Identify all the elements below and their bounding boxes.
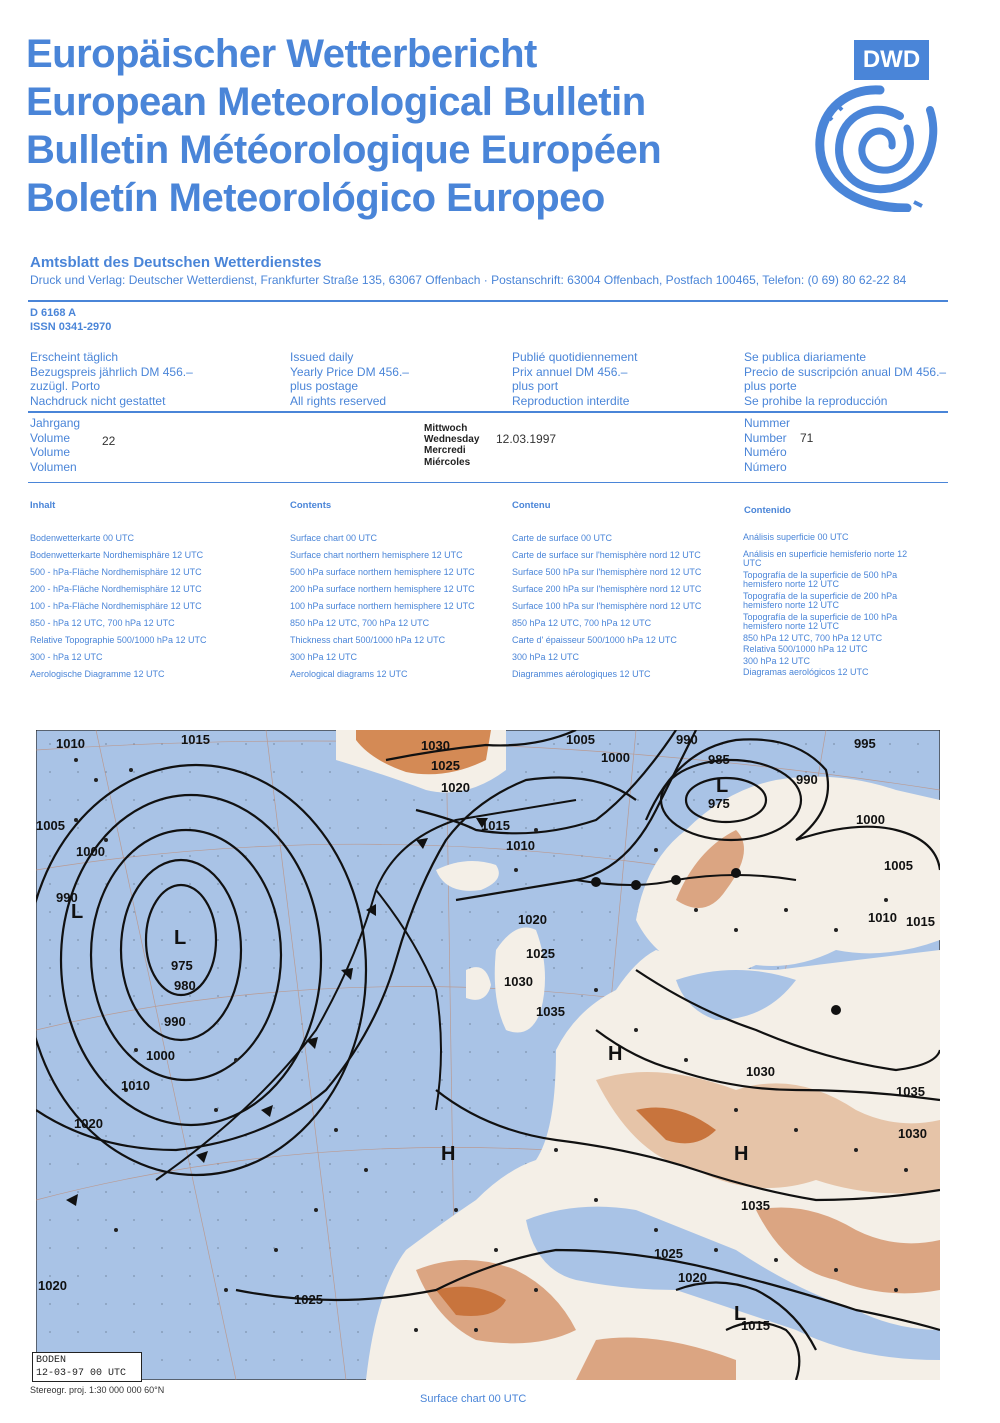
- subscription-line: Reproduction interdite: [512, 393, 630, 408]
- contents-item[interactable]: 850 hPa 12 UTC, 700 hPa 12 UTC: [290, 618, 430, 628]
- contents-title-english: Contents: [290, 500, 332, 511]
- isobar-label: 1025: [526, 946, 555, 961]
- isobar-label: 1020: [74, 1116, 103, 1131]
- isobar-label: 990: [164, 1014, 186, 1029]
- divider: [28, 300, 948, 302]
- isobar-label: 1000: [856, 812, 885, 827]
- contents-item[interactable]: Relative Topographie 500/1000 hPa 12 UTC: [30, 635, 207, 645]
- contents-item[interactable]: 850 hPa 12 UTC, 700 hPa 12 UTC: [512, 618, 652, 628]
- isobar-label: 1010: [506, 838, 535, 853]
- contents-item[interactable]: Aerologische Diagramme 12 UTC: [30, 669, 165, 679]
- volume-label: Volume: [30, 445, 71, 459]
- isobar-label: 1010: [56, 736, 85, 751]
- subscription-line: Precio de suscripción anual DM 456.–: [744, 364, 947, 379]
- isobar-label: 1015: [481, 818, 510, 833]
- isobar-label: 1025: [431, 758, 460, 773]
- isobar-label: 1005: [36, 818, 65, 833]
- contents-item[interactable]: Surface 100 hPa sur l'hemisphère nord 12 UTC: [512, 601, 702, 611]
- contents-item[interactable]: Topografía de la superficie de 500 hPa hemisfero norte 12 UTC: [743, 569, 898, 590]
- subscription-line: Issued daily: [290, 350, 354, 364]
- isobar-label: 1030: [504, 974, 533, 989]
- number-label: Number: [744, 430, 787, 445]
- contents-item[interactable]: Diagramas aerológicos 12 UTC: [743, 667, 869, 678]
- isobar-label: 1010: [121, 1078, 150, 1093]
- contents-item[interactable]: 850 hPa 12 UTC, 700 hPa 12 UTC: [743, 632, 883, 643]
- weekday: Wednesday: [424, 434, 480, 446]
- contents-title-german: Inhalt: [30, 500, 56, 511]
- publisher-address: Druck und Verlag: Deutscher Wetterdienst, Frankfurter Straße 135, 63067 Offenbach · Postanschrift: 63004 Offenbach, Postfach 100465, Telefon: (0 69) 80 62-22 84: [30, 273, 907, 287]
- volume-label: Jahrgang: [30, 416, 81, 430]
- surface-weather-map: [36, 730, 940, 1380]
- high-centre: H: [734, 1143, 749, 1165]
- contents-french: [512, 533, 701, 686]
- isobar-label: 1015: [181, 732, 210, 747]
- subscription-french: [512, 350, 637, 408]
- isobar-label: 1010: [868, 910, 897, 925]
- isobar-label: 1030: [421, 738, 450, 753]
- contents-item[interactable]: 300 hPa 12 UTC: [743, 655, 811, 666]
- isobar-label: 990: [676, 732, 698, 747]
- isobar-label: 1000: [146, 1048, 175, 1063]
- isobar-label: 980: [174, 978, 196, 993]
- isobar-label: 985: [708, 752, 730, 767]
- contents-spanish: [743, 533, 918, 680]
- title-german: Europäischer Wetterbericht: [26, 32, 537, 76]
- contents-item[interactable]: 300 hPa 12 UTC: [512, 652, 580, 662]
- subscription-line: Yearly Price DM 456.–: [290, 364, 409, 379]
- publication-code: D 6168 A: [30, 307, 77, 319]
- contents-item[interactable]: Topografía de la superficie de 100 hPa hemisfero norte 12 UTC: [743, 611, 898, 632]
- subscription-line: Publié quotidiennement: [512, 350, 638, 364]
- isobar-label: 990: [56, 890, 78, 905]
- contents-title-spanish: Contenido: [744, 505, 791, 516]
- contents-item[interactable]: 850 - hPa 12 UTC, 700 hPa 12 UTC: [30, 618, 175, 628]
- map-caption: Surface chart 00 UTC: [420, 1393, 527, 1405]
- subscription-line: Erscheint täglich: [30, 350, 119, 364]
- agency-name: Amtsblatt des Deutschen Wetterdienstes: [30, 254, 322, 271]
- isobar-label: 1020: [441, 780, 470, 795]
- issn: ISSN 0341-2970: [30, 321, 112, 333]
- contents-item[interactable]: 100 - hPa-Fläche Nordhemisphäre 12 UTC: [30, 601, 202, 611]
- isobar-label: 1035: [536, 1004, 565, 1019]
- divider: [28, 482, 948, 483]
- contents-german: [30, 533, 206, 686]
- contents-item[interactable]: 200 hPa surface northern hemisphere 12 UTC: [290, 584, 475, 594]
- volume-labels: [30, 416, 80, 474]
- isobar-label: 990: [796, 772, 818, 787]
- masthead-titles: [26, 30, 661, 222]
- number-label: Número: [744, 459, 787, 474]
- subscription-line: Nachdruck nicht gestattet: [30, 393, 166, 408]
- isobar-label: 1030: [898, 1126, 927, 1141]
- contents-item[interactable]: 500 hPa surface northern hemisphere 12 UTC: [290, 567, 475, 577]
- contents-item[interactable]: Aerological diagrams 12 UTC: [290, 669, 408, 679]
- volume-label: Volumen: [30, 459, 77, 474]
- contents-item[interactable]: Bodenwetterkarte 00 UTC: [30, 533, 135, 543]
- contents-item[interactable]: 300 hPa 12 UTC: [290, 652, 358, 662]
- volume-value: 22: [102, 434, 116, 448]
- weekday-labels: [424, 423, 479, 468]
- contents-item[interactable]: Relativa 500/1000 hPa 12 UTC: [743, 644, 868, 655]
- divider: [28, 411, 948, 413]
- subscription-english: [290, 350, 409, 408]
- isobar-label: 1025: [294, 1292, 323, 1307]
- isobar-label: 1015: [906, 914, 935, 929]
- isobar-label: 1000: [76, 844, 105, 859]
- isobar-label: 1005: [566, 732, 595, 747]
- isobar-label: 975: [171, 958, 193, 973]
- contents-item[interactable]: Carte de surface sur l'hemisphère nord 12 UTC: [512, 550, 701, 560]
- contents-item[interactable]: Bodenwetterkarte Nordhemisphäre 12 UTC: [30, 550, 204, 560]
- number-label: Numéro: [744, 445, 787, 459]
- high-centre: H: [608, 1043, 623, 1065]
- swirl-icon: [812, 40, 942, 212]
- isobar-label: 1015: [741, 1318, 770, 1333]
- isobar-label: 1035: [896, 1084, 925, 1099]
- contents-item[interactable]: 100 hPa surface northern hemisphere 12 UTC: [290, 601, 475, 611]
- title-english: European Meteorological Bulletin: [26, 80, 646, 124]
- weekday: Mercredi: [424, 445, 466, 457]
- subscription-line: All rights reserved: [290, 393, 387, 408]
- dwd-logo: [812, 40, 942, 212]
- isobar-label: 1025: [654, 1246, 683, 1261]
- contents-item[interactable]: Carte de surface 00 UTC: [512, 533, 613, 543]
- weekday: Mittwoch: [424, 423, 468, 434]
- contents-item[interactable]: 200 - hPa-Fläche Nordhemisphäre 12 UTC: [30, 584, 202, 594]
- contents-item[interactable]: Diagrammes aérologiques 12 UTC: [512, 669, 651, 679]
- contents-item[interactable]: Topografía de la superficie de 200 hPa hemisfero norte 12 UTC: [743, 590, 898, 611]
- subscription-line: Bezugspreis jährlich DM 456.–: [30, 364, 193, 379]
- isobar-label: 1005: [884, 858, 913, 873]
- contents-item[interactable]: Análisis en superficie hemisferio norte 12 UTC: [743, 548, 908, 569]
- subscription-line: Prix annuel DM 456.–: [512, 364, 628, 379]
- subscription-line: plus port: [512, 379, 559, 394]
- high-centre: H: [441, 1143, 456, 1165]
- subscription-line: Se prohibe la reproducción: [744, 393, 888, 408]
- contents-item[interactable]: Surface chart 00 UTC: [290, 533, 378, 543]
- isobar-label: 975: [708, 796, 730, 811]
- isobar-label: 1000: [601, 750, 630, 765]
- isobar-label: 1020: [38, 1278, 67, 1293]
- isobar-label: 1035: [741, 1198, 770, 1213]
- publication-ids: [30, 306, 111, 334]
- contents-item[interactable]: Análisis superficie 00 UTC: [743, 532, 849, 542]
- contents-english: [290, 533, 475, 686]
- isobar-label: 1020: [518, 912, 547, 927]
- contents-item[interactable]: 300 - hPa 12 UTC: [30, 652, 103, 662]
- contents-title-french: Contenu: [512, 500, 551, 511]
- subscription-german: [30, 350, 193, 408]
- low-centre: L: [716, 775, 729, 797]
- map-projection-scale: Stereogr. proj. 1:30 000 000 60°N: [30, 1385, 165, 1395]
- isobar-label: 1020: [678, 1270, 707, 1285]
- subscription-line: plus porte: [744, 379, 797, 394]
- subscription-line: Se publica diariamente: [744, 350, 867, 364]
- contents-item[interactable]: Surface chart northern hemisphere 12 UTC: [290, 550, 463, 560]
- issue-date: 12.03.1997: [496, 432, 557, 446]
- number-label: Nummer: [744, 416, 791, 430]
- low-centre: L: [734, 1303, 747, 1325]
- low-centre: L: [71, 901, 84, 923]
- contents-item[interactable]: Surface 500 hPa sur l'hemisphère nord 12 UTC: [512, 567, 702, 577]
- title-french: Bulletin Météorologique Européen: [26, 128, 662, 172]
- weekday: Miércoles: [424, 456, 471, 468]
- subscription-line: zuzügl. Porto: [30, 379, 101, 394]
- isobar-label: 995: [854, 736, 876, 751]
- map-stamp-title: BODEN: [36, 1355, 67, 1366]
- dwd-logo-text: DWD: [854, 40, 929, 80]
- subscription-spanish: [744, 350, 946, 408]
- subscription-line: plus postage: [290, 379, 359, 394]
- number-labels: [744, 416, 790, 474]
- title-spanish: Boletín Meteorológico Europeo: [26, 176, 605, 220]
- isobar-label: 1030: [746, 1064, 775, 1079]
- map-stamp-datetime: 12-03-97 00 UTC: [36, 1368, 127, 1379]
- issue-number: 71: [800, 431, 814, 445]
- contents-item[interactable]: 500 - hPa-Fläche Nordhemisphäre 12 UTC: [30, 567, 202, 577]
- low-centre: L: [174, 927, 187, 949]
- map-stamp: [32, 1352, 142, 1382]
- contents-item[interactable]: Carte d' épaisseur 500/1000 hPa 12 UTC: [512, 635, 677, 645]
- contents-item[interactable]: Thickness chart 500/1000 hPa 12 UTC: [290, 635, 446, 645]
- contents-item[interactable]: Surface 200 hPa sur l'hemisphère nord 12 UTC: [512, 584, 702, 594]
- volume-label: Volume: [30, 430, 71, 445]
